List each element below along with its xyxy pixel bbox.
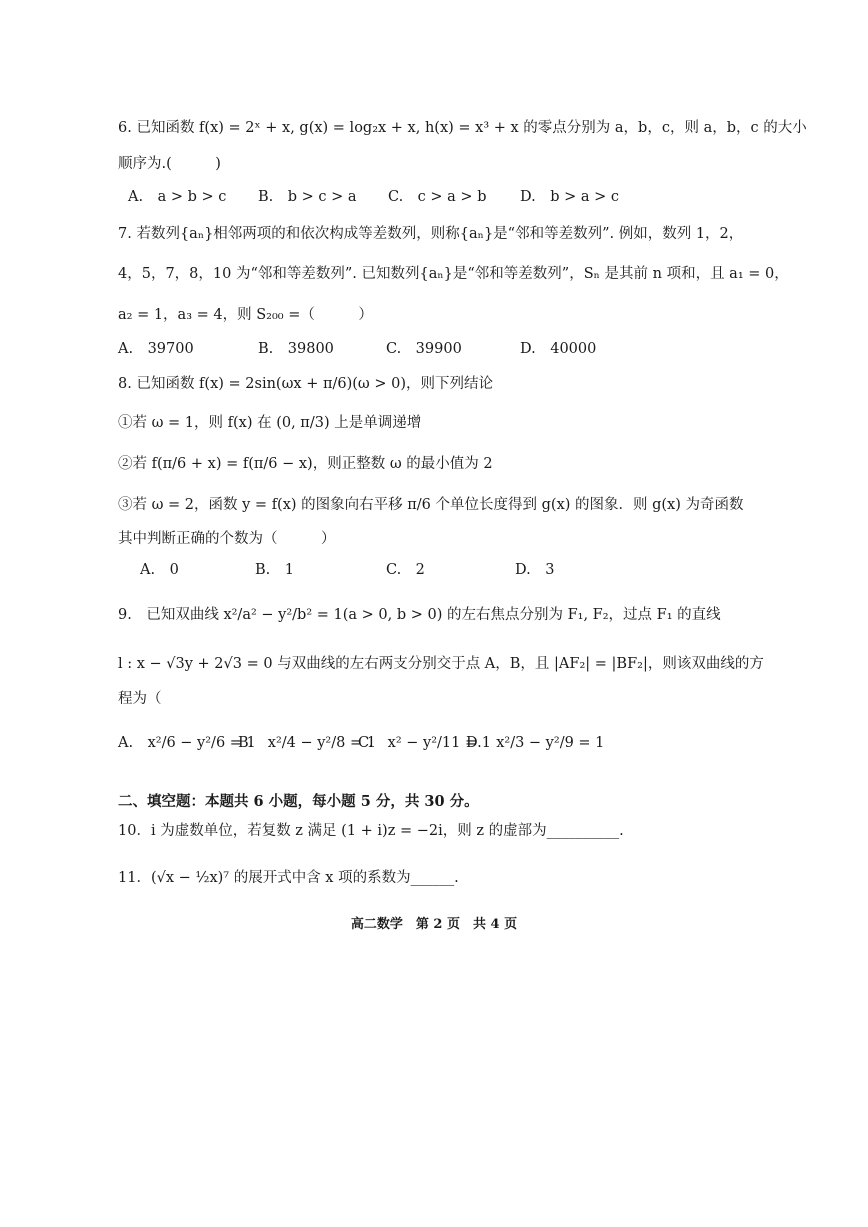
page-footer: 高二数学 第 2 页 共 4 页 [350, 917, 518, 932]
q8-stem: 8. 已知函数 f(x) = 2sin(ωx + π/6)(ω > 0)，则下列结论 [118, 376, 493, 392]
q8-option-c: C. 2 [386, 562, 425, 578]
q6-stem-cont: 顺序为.( ) [118, 156, 221, 172]
q7-option-c: C. 39900 [386, 341, 462, 357]
q9-option-d: D. x²/3 − y²/9 = 1 [466, 735, 605, 751]
q7-option-a: A. 39700 [118, 341, 194, 357]
q8-option-d: D. 3 [515, 562, 555, 578]
q8-statement-3: ③若 ω = 2，函数 y = f(x) 的图象向右平移 π/6 个单位长度得到 g(x) 的图象．则 g(x) 为奇函数 [118, 497, 744, 513]
q6-stem: 6. 已知函数 f(x) = 2ˣ + x, g(x) = log₂x + x, h(x) = x³ + x 的零点分别为 a，b，c，则 a，b，c 的大小 [118, 120, 807, 136]
q9-stem-cont: l : x − √3y + 2√3 = 0 与双曲线的左右两支分别交于点 A，B，且 |AF₂| = |BF₂|，则该双曲线的方 [118, 656, 764, 672]
q6-option-c: C. c > a > b [388, 189, 487, 205]
q10: 10．i 为虚数单位，若复数 z 满足 (1 + i)z = −2i，则 z 的虚部为__________. [118, 823, 624, 839]
q6-option-d: D. b > a > c [520, 189, 620, 205]
q9-stem: 9. 已知双曲线 x²/a² − y²/b² = 1(a > 0, b > 0) 的左右焦点分别为 F₁, F₂，过点 F₁ 的直线 [118, 607, 721, 623]
q7-stem: 7. 若数列{aₙ}相邻两项的和依次构成等差数列，则称{aₙ}是“邻和等差数列”. 例如，数列 1，2， [118, 226, 744, 242]
q8-option-b: B. 1 [255, 562, 294, 578]
q8-statement-1: ①若 ω = 1，则 f(x) 在 (0, π/3) 上是单调递增 [118, 415, 422, 431]
q7-option-d: D. 40000 [520, 341, 597, 357]
q11: 11．(√x − ½x)⁷ 的展开式中含 x 项的系数为______. [118, 870, 459, 886]
q6-option-b: B. b > c > a [258, 189, 357, 205]
q9-option-c: C. x² − y²/11 = 1 [358, 735, 491, 751]
q9-stem-cont2: 程为（ [118, 691, 162, 707]
q8-question: 其中判断正确的个数为（ ） [118, 531, 336, 547]
q7-stem-cont2: a₂ = 1，a₃ = 4，则 S₂₀₀ =（ ） [118, 307, 373, 323]
q8-statement-2: ②若 f(π/6 + x) = f(π/6 − x)，则正整数 ω 的最小值为 2 [118, 456, 493, 472]
q9-option-a: A. x²/6 − y²/6 = 1 [118, 735, 256, 751]
section-heading: 二、填空题：本题共 6 小题，每小题 5 分，共 30 分。 [118, 793, 479, 810]
q7-stem-cont: 4，5，7，8，10 为“邻和等差数列”. 已知数列{aₙ}是“邻和等差数列”，Sₙ 是其前 n 项和，且 a₁ = 0， [118, 266, 789, 282]
q7-option-b: B. 39800 [258, 341, 334, 357]
q8-option-a: A. 0 [140, 562, 179, 578]
q9-option-b: B. x²/4 − y²/8 = 1 [238, 735, 376, 751]
q6-option-a: A. a > b > c [128, 189, 227, 205]
